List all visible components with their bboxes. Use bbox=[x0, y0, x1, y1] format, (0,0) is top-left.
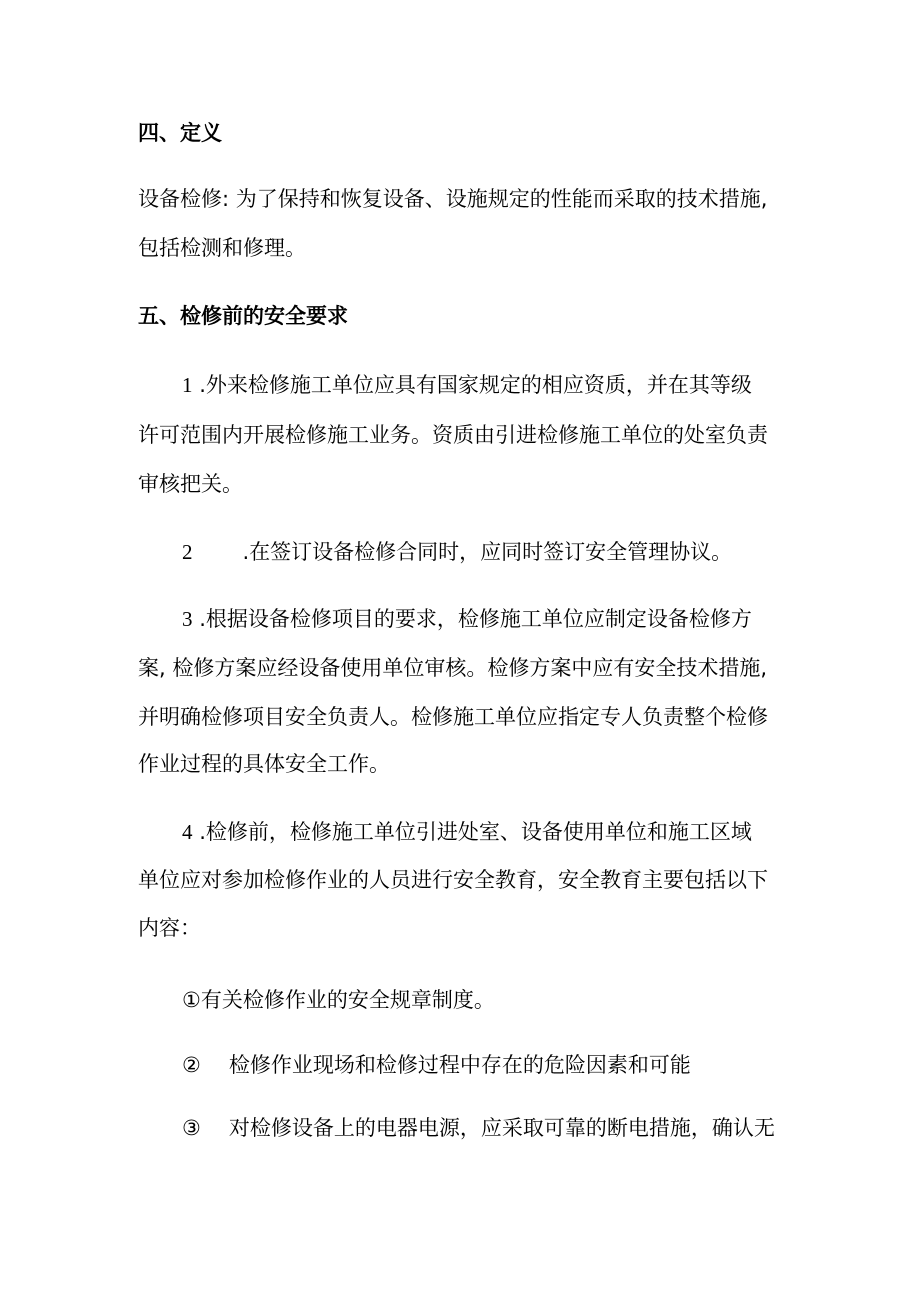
item-2-number: 2 bbox=[182, 540, 193, 564]
sub-item-3-text: 对检修设备上的电器电源，应采取可靠的断电措施，确认无 bbox=[228, 1116, 775, 1140]
item-1-text: .外来检修施工单位应具有国家规定的相应资质，并在其等级 bbox=[199, 373, 752, 397]
item-4-line-1 bbox=[182, 818, 752, 846]
item-3-line-3: 并明确检修项目安全负责人。检修施工单位应指定专人负责整个检修 bbox=[138, 705, 768, 729]
item-4-text: .检修前，检修施工单位引进处室、设备使用单位和施工区域 bbox=[199, 820, 752, 844]
sub-item-1-marker: ① bbox=[182, 988, 201, 1012]
item-2-text: .在签订设备检修合同时，应同时签订安全管理协议。 bbox=[242, 540, 733, 564]
definition-line-2: 包括检测和修理。 bbox=[138, 236, 306, 260]
sub-item-3 bbox=[182, 1114, 775, 1142]
item-2-line-1 bbox=[182, 538, 732, 566]
item-4-line-2: 单位应对参加检修作业的人员进行安全教育，安全教育主要包括以下 bbox=[138, 868, 768, 892]
sub-item-3-marker: ③ bbox=[182, 1116, 201, 1140]
item-4-line-3: 内容： bbox=[138, 916, 201, 940]
item-3-line-1 bbox=[182, 605, 752, 633]
item-3-text: .根据设备检修项目的要求，检修施工单位应制定设备检修方 bbox=[199, 607, 752, 631]
sub-item-2 bbox=[182, 1051, 691, 1079]
item-3-line-2: 案, 检修方案应经设备使用单位审核。检修方案中应有安全技术措施, bbox=[138, 656, 768, 680]
section-4-heading: 四、定义 bbox=[138, 121, 222, 145]
sub-item-1 bbox=[182, 986, 495, 1014]
item-1-line-3: 审核把关。 bbox=[138, 472, 243, 496]
item-1-line-1 bbox=[182, 371, 752, 399]
sub-item-1-text: 有关检修作业的安全规章制度。 bbox=[200, 988, 495, 1012]
item-1-line-2: 许可范围内开展检修施工业务。资质由引进检修施工单位的处室负责 bbox=[138, 423, 768, 447]
sub-item-2-text: 检修作业现场和检修过程中存在的危险因素和可能 bbox=[228, 1053, 691, 1077]
item-3-number: 3 bbox=[182, 607, 193, 631]
definition-line-1: 设备检修: 为了保持和恢复设备、设施规定的性能而采取的技术措施, bbox=[138, 187, 768, 211]
section-5-heading: 五、检修前的安全要求 bbox=[138, 304, 348, 328]
item-1-number: 1 bbox=[182, 373, 193, 397]
item-3-line-4: 作业过程的具体安全工作。 bbox=[138, 752, 390, 776]
item-4-number: 4 bbox=[182, 820, 193, 844]
sub-item-2-marker: ② bbox=[182, 1053, 201, 1077]
